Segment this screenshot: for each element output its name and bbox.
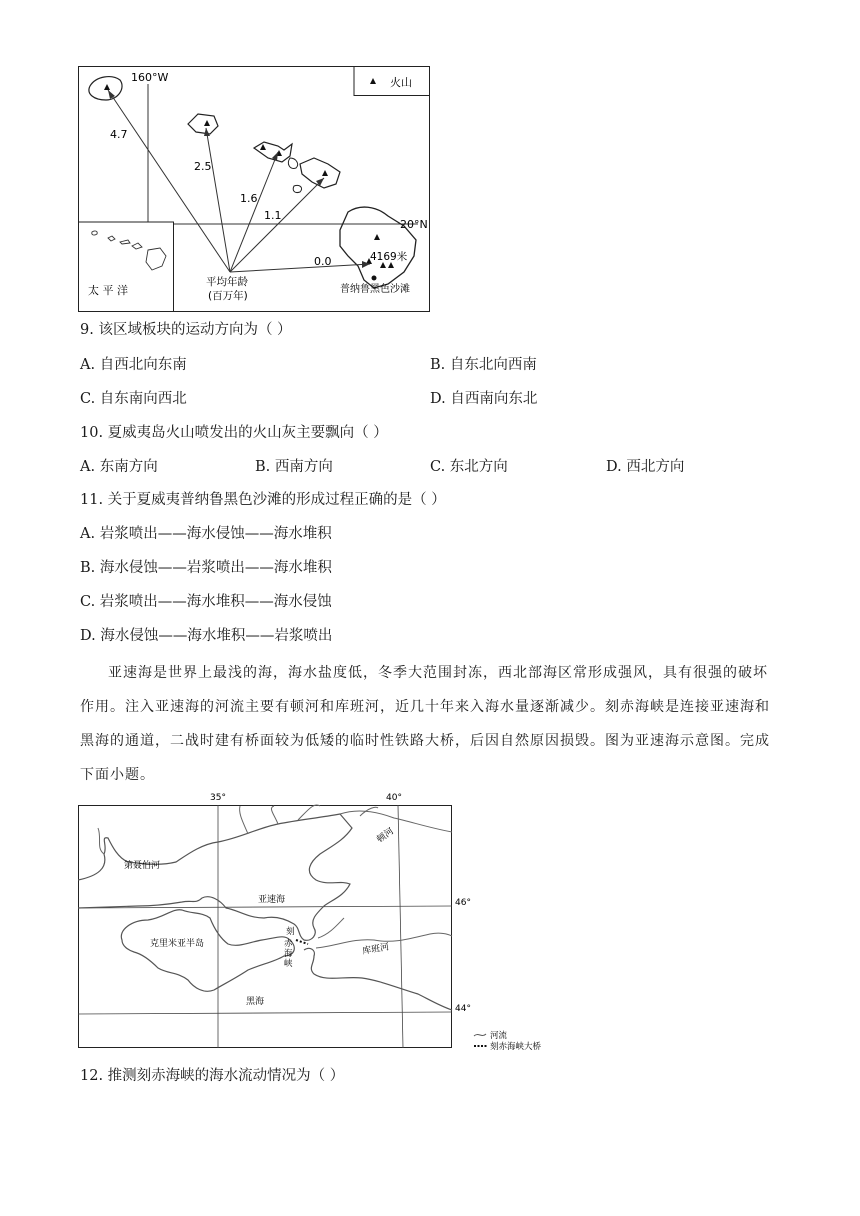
label-kuban: 库班河 bbox=[361, 942, 391, 957]
legend-river: 河流 bbox=[490, 1031, 508, 1041]
q9-option-d[interactable]: D. 自西南向东北 bbox=[430, 391, 538, 407]
label-dnieper: 第聂伯河 bbox=[124, 861, 161, 871]
q11-option-a[interactable]: A. 岩浆喷出——海水侵蚀——海水堆积 bbox=[80, 526, 332, 542]
lon-40: 40° bbox=[386, 793, 402, 803]
age-label-5: 0.0 bbox=[314, 255, 332, 268]
label-kerch-1: 刻 bbox=[286, 927, 295, 937]
q9-option-c[interactable]: C. 自东南向西北 bbox=[80, 391, 187, 407]
q10-stem: 10. 夏威夷岛火山喷发出的火山灰主要飘向（ ） bbox=[80, 425, 388, 441]
label-azov: 亚速海 bbox=[258, 895, 286, 905]
label-kerch-2: 赤 bbox=[284, 939, 293, 949]
meridian-label: 160°W bbox=[131, 71, 169, 84]
q10-option-d[interactable]: D. 西北方向 bbox=[606, 459, 685, 475]
label-crimea: 克里米亚半岛 bbox=[150, 939, 205, 949]
q10-option-a[interactable]: A. 东南方向 bbox=[80, 459, 158, 475]
q9-option-a[interactable]: A. 自西北向东南 bbox=[80, 357, 187, 373]
peak-label: 4169米 bbox=[370, 251, 408, 263]
label-kerch-3: 海 bbox=[284, 949, 293, 959]
azov-map bbox=[78, 788, 558, 1053]
legend-bridge: 刻赤海峡大桥 bbox=[490, 1042, 542, 1052]
label-kerch-4: 峡 bbox=[284, 959, 293, 969]
age-label-1: 4.7 bbox=[110, 128, 128, 141]
hawaii-map bbox=[78, 66, 432, 314]
parallel-label: 20°N bbox=[400, 218, 428, 231]
origin-label-line2: (百万年) bbox=[208, 290, 248, 302]
q11-option-d[interactable]: D. 海水侵蚀——海水堆积——岩浆喷出 bbox=[80, 628, 333, 644]
q11-option-c[interactable]: C. 岩浆喷出——海水堆积——海水侵蚀 bbox=[80, 594, 332, 610]
q9-stem: 9. 该区域板块的运动方向为（ ） bbox=[80, 322, 292, 338]
ocean-label: 太 平 洋 bbox=[88, 284, 128, 297]
legend-river-icon bbox=[474, 1034, 486, 1036]
q11-option-b[interactable]: B. 海水侵蚀——岩浆喷出——海水堆积 bbox=[80, 560, 332, 576]
label-don: 顿河 bbox=[375, 826, 396, 846]
q11-stem: 11. 关于夏威夷普纳鲁黑色沙滩的形成过程正确的是（ ） bbox=[80, 492, 446, 508]
lat-46: 46° bbox=[455, 898, 471, 908]
q9-option-b[interactable]: B. 自东北向西南 bbox=[430, 357, 537, 373]
passage-text: 亚速海是世界上最浅的海，海水盐度低，冬季大范围封冻，西北部海区常形成强风，具有很强的破坏作用。注入亚速海的河流主要有顿河和库班河，近几十年来入海水量逐渐减少。刻赤海峡是连接亚速海和黑海的通道，二战时建有桥面较为低矮的临时性铁路大桥，后因自然原因损毁。图为亚速海示意图。完成下面小题。 bbox=[80, 665, 770, 783]
label-black-sea: 黑海 bbox=[246, 997, 265, 1007]
age-label-4: 1.1 bbox=[264, 209, 282, 222]
q12-stem: 12. 推测刻赤海峡的海水流动情况为（ ） bbox=[80, 1068, 345, 1084]
origin-label-line1: 平均年龄 bbox=[206, 276, 248, 288]
beach-label: 普纳鲁黑色沙滩 bbox=[340, 284, 410, 295]
age-label-3: 1.6 bbox=[240, 192, 258, 205]
q10-option-c[interactable]: C. 东北方向 bbox=[430, 459, 508, 475]
lat-44: 44° bbox=[455, 1004, 471, 1014]
q10-option-b[interactable]: B. 西南方向 bbox=[255, 459, 333, 475]
legend-volcano: 火山 bbox=[390, 76, 412, 89]
age-label-2: 2.5 bbox=[194, 160, 212, 173]
lon-35: 35° bbox=[210, 793, 226, 803]
